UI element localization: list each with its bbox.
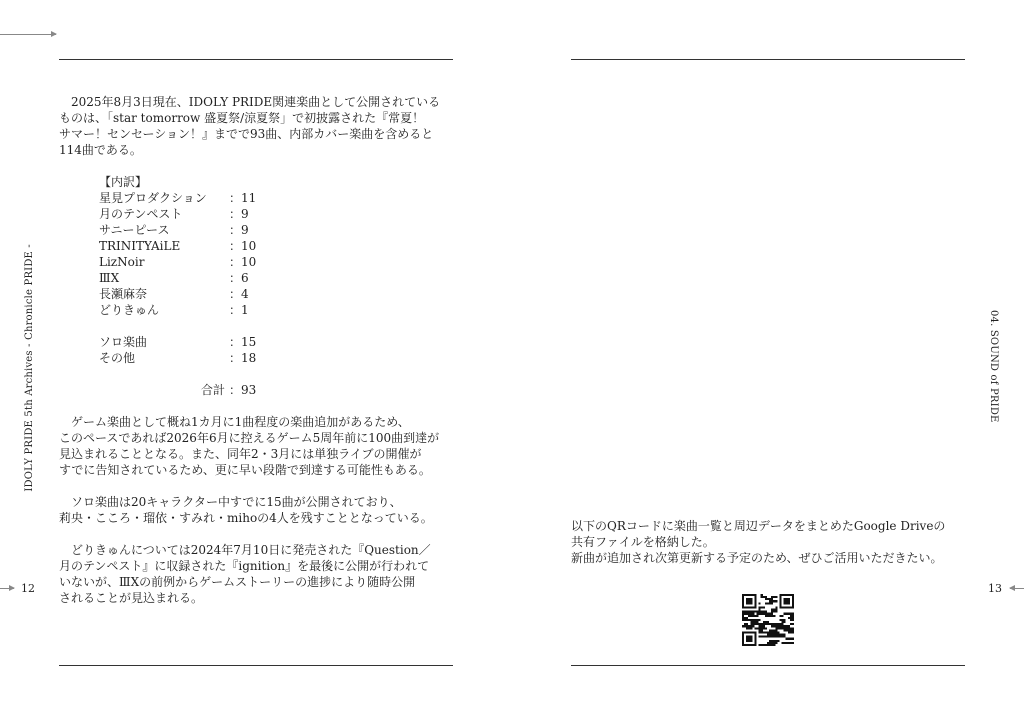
- left-top-rule: [59, 59, 453, 60]
- breakdown-section: [59, 174, 459, 398]
- intro-paragraph: 2025年8月3日現在、IDOLY PRIDE関連楽曲として公開されている ものは、「star tomorrow 盛夏祭/涼夏祭」で初披露された『常夏！ サマー！センセーション！』までで93曲、内部カバー楽曲を含めると 114曲である。: [59, 95, 441, 157]
- breakdown-row: ⅢX ：6: [99, 271, 249, 285]
- left-page-number: 12: [21, 582, 35, 595]
- breakdown-row: サニーピース ：9: [99, 223, 249, 237]
- left-page-arrow-icon: [0, 588, 14, 589]
- right-page-arrow-icon: [1010, 588, 1024, 589]
- qr-code-icon[interactable]: [742, 594, 794, 646]
- right-page-number: 13: [988, 582, 1002, 595]
- left-page-body: [59, 94, 459, 606]
- right-bottom-rule: [571, 665, 965, 666]
- qr-note-paragraph: 以下のQRコードに楽曲一覧と周辺データをまとめたGoogle Driveの 共有ファイルを格納した。 新曲が追加され次第更新する予定のため、ぜひご活用いただきたい。: [571, 519, 946, 565]
- right-page-note: [571, 518, 971, 566]
- breakdown-row: 星見プロダクション ：11: [99, 191, 257, 205]
- breakdown-row: どりきゅん ：1: [99, 303, 249, 317]
- right-vertical-title: 04. SOUND of PRIDE: [988, 310, 999, 423]
- breakdown-row: 月のテンペスト ：9: [99, 207, 249, 221]
- total-value: ：93: [229, 383, 257, 397]
- left-bottom-rule: [59, 665, 453, 666]
- breakdown-heading: 【内訳】: [99, 175, 148, 189]
- breakdown-row: LizNoir ：10: [99, 255, 257, 269]
- breakdown-total: [99, 382, 459, 398]
- solo-paragraph: ソロ楽曲は20キャラクター中すでに15曲が公開されており、 莉央・こころ・瑠依・すみれ・mihoの4人を残すこととなっている。: [59, 495, 433, 525]
- total-label: 合計: [200, 383, 225, 397]
- breakdown-row: ソロ楽曲 ：15: [99, 335, 257, 349]
- breakdown-row: その他 ：18: [99, 351, 257, 365]
- pace-paragraph: ゲーム楽曲として概ね1カ月に1曲程度の楽曲追加があるため、 このペースであれば2026年6月に控えるゲーム5周年前に100曲到達が 見込まれることとなる。また、同年2・3月には単独ライブの開催が すでに告知されているため、更に早い段階で到達する可能性もある。: [59, 415, 440, 477]
- left-vertical-title: IDOLY PRIDE 5th Archives - Chronicle PRIDE -: [24, 244, 35, 492]
- top-left-arrow-icon: [0, 34, 56, 35]
- dorikyun-paragraph: どりきゅんについては2024年7月10日に発売された『Question／ 月のテンペスト』に収録された『ignition』を最後に公開が行われて いないが、ⅢXの前例からゲームストーリーの進捗により随時公開 されることが見込まれる。: [59, 543, 431, 605]
- breakdown-row: TRINITYAiLE ：10: [99, 239, 257, 253]
- breakdown-row: 長瀬麻奈 ：4: [99, 287, 249, 301]
- right-top-rule: [571, 59, 965, 60]
